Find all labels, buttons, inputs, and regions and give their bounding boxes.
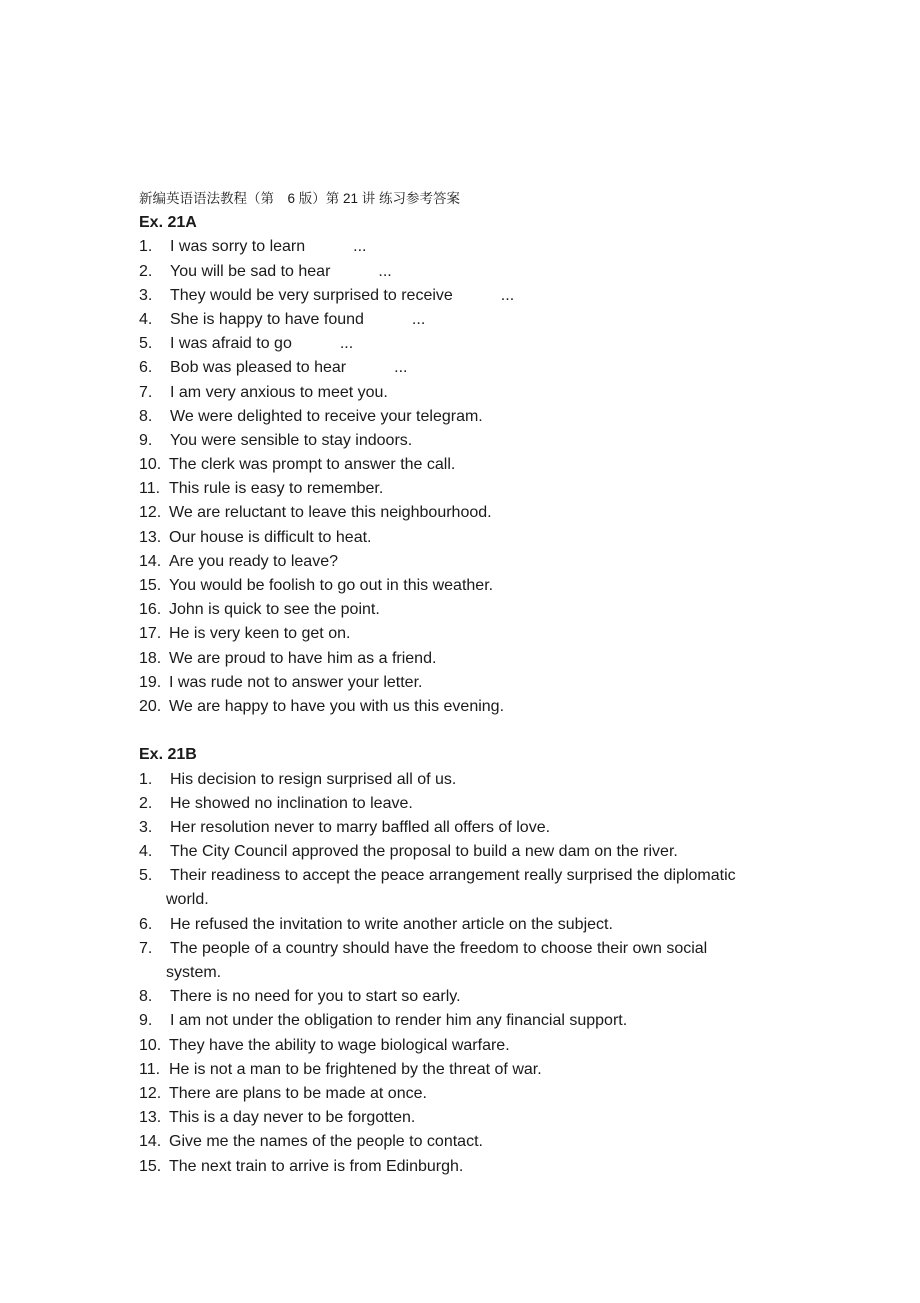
item-text: They would be very surprised to receive [170,286,453,304]
item-text: You were sensible to stay indoors. [170,431,413,449]
item-text: There are plans to be made at once. [169,1084,427,1102]
item-text: I am not under the obligation to render him any financial support. [170,1012,628,1030]
list-item [139,526,819,550]
list-item [139,235,819,259]
item-number: 13. [139,528,162,546]
list-item [139,1155,819,1179]
list-item [139,1058,819,1082]
item-text: We are happy to have you with us this evening. [169,697,505,715]
item-text: The clerk was prompt to answer the call. [169,456,456,474]
exercise-sections [139,211,819,1179]
ellipsis: ... [394,359,408,377]
item-number: 12. [139,1084,162,1102]
item-number: 13. [139,1109,162,1127]
list-item [139,1106,819,1130]
list-item [139,598,819,622]
list-item [139,1130,819,1154]
item-number: 20. [139,697,162,715]
item-text: I was rude not to answer your letter. [169,673,423,691]
ellipsis: ... [500,286,515,304]
list-item [139,356,819,380]
section-heading: Ex. 21A [139,214,197,232]
list-item [139,622,819,646]
item-text-continuation: system. [166,964,222,981]
ellipsis: ... [353,238,367,256]
list-item [139,768,819,792]
list-item [139,913,819,937]
item-text: He refused the invitation to write another article on the subject. [170,915,613,933]
item-text: He is very keen to get on. [169,625,351,643]
list-item [139,840,819,864]
item-number: 14. [139,552,162,570]
item-text: The next train to arrive is from Edinburgh. [169,1157,464,1175]
item-number: 6. [139,915,153,933]
item-number: 11. [139,480,161,498]
item-text: They have the ability to wage biological warfare. [169,1036,510,1054]
item-number: 11. [139,1060,161,1078]
ellipsis: ... [411,310,426,328]
section-heading: Ex. 21B [139,746,197,764]
item-text: I was afraid to go [170,335,292,353]
item-number: 12. [139,504,162,522]
list-item [139,1082,819,1106]
item-text: We were delighted to receive your telegram. [170,407,483,425]
list-item [139,550,819,574]
item-text: He is not a man to be frightened by the threat of war. [169,1060,542,1078]
item-number: 17. [139,625,162,643]
list-item [139,792,819,816]
item-number: 2. [139,794,153,812]
item-text: There is no need for you to start so early. [170,988,461,1006]
item-text: This rule is easy to remember. [169,480,384,498]
list-item [139,381,819,405]
item-number: 9. [139,1012,153,1030]
item-text: You would be foolish to go out in this weather. [169,577,494,594]
list-item [139,308,819,332]
item-text: Are you ready to leave? [169,552,338,570]
item-number: 3. [139,286,153,304]
item-number: 15. [139,1157,162,1175]
item-number: 2. [139,262,153,280]
item-text: His decision to resign surprised all of us. [170,770,457,788]
list-item [139,284,819,308]
item-number: 8. [139,988,153,1006]
item-number: 15. [139,577,162,594]
exercise-section [139,211,819,719]
exercise-section [139,743,819,1178]
list-item [139,647,819,671]
item-number: 3. [139,818,153,836]
item-number: 18. [139,649,162,667]
document-page [139,187,819,1179]
item-number: 16. [139,601,162,619]
item-text: The people of a country should have the freedom to choose their own social [170,939,708,957]
item-number: 14. [139,1133,162,1151]
list-item [139,937,819,961]
item-text: You will be sad to hear [170,262,331,280]
item-text: We are proud to have him as a friend. [169,649,437,667]
item-text: We are reluctant to leave this neighbourhood. [169,504,492,522]
item-text: Her resolution never to marry baffled all offers of love. [170,818,551,836]
ellipsis: ... [378,262,392,280]
item-text: Bob was pleased to hear [170,359,347,377]
item-number: 1. [139,770,153,788]
item-number: 5. [139,867,153,885]
item-number: 6. [139,359,153,377]
list-item [139,332,819,356]
list-item [139,985,819,1009]
list-item [139,695,819,719]
list-item [139,574,819,598]
section-spacer [139,719,819,743]
list-item [139,816,819,840]
item-text: Their readiness to accept the peace arrangement really surprised the diplomatic [170,867,736,885]
list-item [139,501,819,525]
item-number: 19. [139,673,162,691]
list-item [139,260,819,284]
item-number: 4. [139,843,153,861]
item-text-continuation: world. [166,891,209,909]
document-title: 新编英语语法教程（第 6 版）第 21 讲 练习参考答案 [139,191,461,206]
item-text: Our house is difficult to heat. [169,528,372,546]
list-item [139,477,819,501]
ellipsis: ... [339,335,354,353]
item-number: 1. [139,238,153,256]
item-number: 7. [139,383,153,401]
item-text: I was sorry to learn [170,238,306,256]
item-text: Give me the names of the people to contact. [169,1133,483,1151]
item-text: I am very anxious to meet you. [170,383,388,401]
list-item [139,429,819,453]
item-number: 10. [139,456,162,474]
list-item [139,864,819,888]
item-number: 8. [139,407,153,425]
list-item [139,405,819,429]
item-number: 5. [139,335,153,353]
item-text: This is a day never to be forgotten. [169,1109,416,1127]
item-number: 7. [139,939,153,957]
item-text: She is happy to have found [170,310,364,328]
item-number: 9. [139,431,153,449]
item-text: John is quick to see the point. [169,601,380,619]
item-text: The City Council approved the proposal to build a new dam on the river. [170,843,678,861]
list-item [139,1009,819,1033]
item-number: 10. [139,1036,162,1054]
list-item [139,1034,819,1058]
item-text: He showed no inclination to leave. [170,794,413,812]
list-item [139,453,819,477]
list-item [139,671,819,695]
item-number: 4. [139,310,153,328]
